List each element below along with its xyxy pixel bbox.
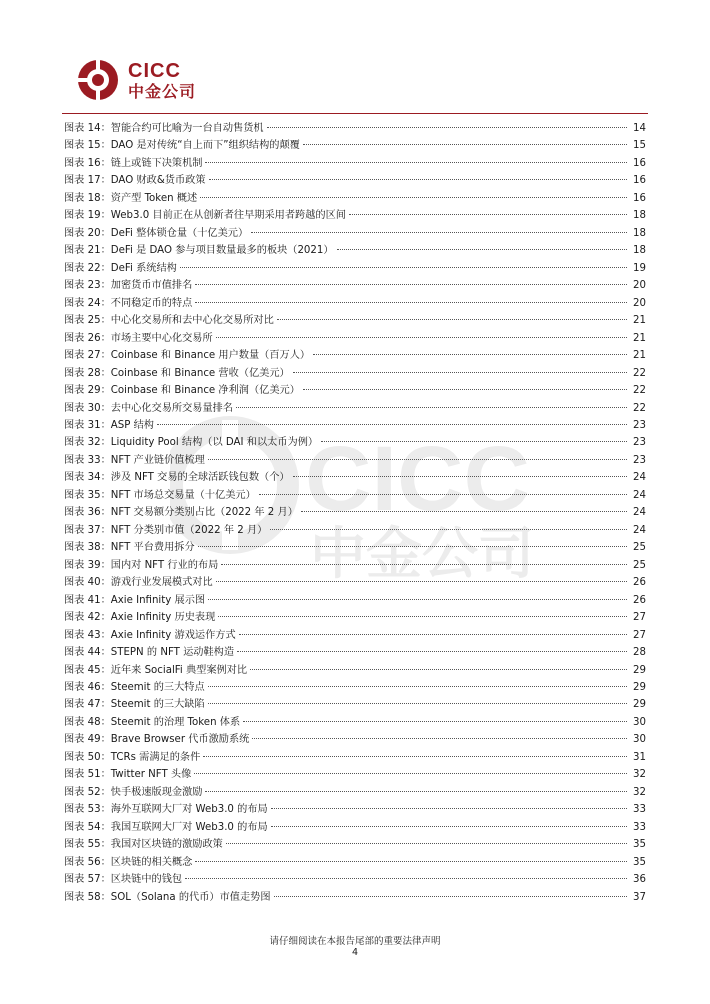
toc-entry[interactable]	[64, 888, 646, 905]
toc-dot-leader	[251, 232, 627, 233]
toc-entry-title: TCRs 需满足的条件	[110, 751, 201, 763]
toc-entry-label: 图表 22：	[64, 262, 111, 274]
toc-entry-label: 图表 41：	[64, 594, 111, 606]
toc-dot-leader	[205, 791, 627, 792]
toc-dot-leader	[349, 214, 627, 215]
toc-entry[interactable]	[64, 853, 646, 870]
toc-entry-page: 25	[633, 542, 646, 554]
cicc-logo-icon	[76, 58, 120, 102]
toc-entry-page: 16	[633, 157, 646, 169]
toc-dot-leader	[208, 703, 627, 704]
toc-entry-label: 图表 16：	[64, 157, 111, 169]
toc-dot-leader	[313, 354, 627, 355]
toc-entry[interactable]	[64, 241, 646, 258]
toc-entry-title: 链上或链下决策机制	[110, 157, 203, 169]
toc-entry[interactable]	[64, 643, 646, 660]
toc-entry-label: 图表 31：	[64, 419, 111, 431]
toc-entry-label: 图表 38：	[64, 542, 111, 554]
toc-dot-leader	[209, 179, 627, 180]
toc-entry-page: 35	[633, 856, 646, 868]
toc-entry-label: 图表 28：	[64, 367, 111, 379]
toc-dot-leader	[180, 267, 627, 268]
toc-dot-leader	[271, 808, 627, 809]
toc-entry-label: 图表 51：	[64, 769, 111, 781]
toc-dot-leader	[243, 721, 627, 722]
toc-entry-title: Steemit 的三大缺陷	[110, 699, 205, 711]
toc-dot-leader	[270, 529, 627, 530]
toc-entry-page: 24	[633, 489, 646, 501]
toc-dot-leader	[157, 424, 627, 425]
toc-entry-title: Axie Infinity 展示图	[110, 594, 206, 606]
legal-notice: 请仔细阅读在本报告尾部的重要法律声明	[269, 936, 441, 947]
toc-entry[interactable]	[64, 748, 646, 765]
toc-entry-label: 图表 37：	[64, 524, 111, 536]
toc-entry-title: Web3.0 目前正在从创新者往早期采用者跨越的区间	[110, 210, 346, 222]
toc-entry[interactable]	[64, 468, 646, 485]
toc-entry-label: 图表 34：	[64, 472, 111, 484]
toc-entry-title: DeFi 是 DAO 参与项目数量最多的板块（2021）	[110, 245, 334, 257]
toc-entry-label: 图表 25：	[64, 315, 111, 327]
toc-entry[interactable]	[64, 364, 646, 381]
toc-entry-label: 图表 58：	[64, 891, 111, 903]
toc-entry-title: NFT 平台费用拆分	[110, 542, 195, 554]
toc-entry[interactable]	[64, 171, 646, 188]
toc-entry-title: NFT 产业链价值梳理	[110, 454, 205, 466]
toc-entry-label: 图表 48：	[64, 716, 111, 728]
toc-entry-page: 25	[633, 559, 646, 571]
toc-dot-leader	[271, 826, 627, 827]
toc-entry-label: 图表 50：	[64, 751, 111, 763]
toc-entry-title: Steemit 的三大特点	[110, 682, 205, 693]
toc-entry-page: 22	[633, 385, 646, 397]
toc-entry-title: 资产型 Token 概述	[110, 192, 198, 204]
toc-entry-title: 游戏行业发展模式对比	[110, 577, 213, 589]
toc-entry-page: 18	[633, 227, 646, 239]
toc-entry-label: 图表 20：	[64, 227, 111, 239]
toc-entry-title: 中心化交易所和去中心化交易所对比	[110, 315, 274, 327]
toc-entry-label: 图表 53：	[64, 804, 111, 816]
page-number: 4	[351, 947, 359, 958]
toc-entry-title: Axie Infinity 历史表现	[110, 612, 216, 624]
toc-entry-label: 图表 52：	[64, 786, 111, 798]
toc-entry[interactable]	[64, 695, 646, 712]
toc-entry-page: 19	[633, 262, 646, 274]
toc-entry[interactable]	[64, 206, 646, 223]
toc-entry-label: 图表 21：	[64, 245, 111, 257]
toc-entry-label: 图表 55：	[64, 839, 111, 851]
toc-entry-title: SOL（Solana 的代币）市值走势图	[110, 891, 271, 903]
toc-entry-page: 32	[633, 769, 646, 781]
toc-entry[interactable]	[64, 433, 646, 450]
toc-dot-leader	[221, 564, 627, 565]
toc-entry-page: 22	[633, 367, 646, 379]
toc-entry-page: 31	[633, 751, 646, 763]
toc-entry-page: 28	[633, 647, 646, 659]
toc-entry[interactable]	[64, 835, 646, 852]
toc-entry-page: 18	[633, 245, 646, 257]
toc-entry-title: 区块链的相关概念	[110, 856, 193, 868]
toc-dot-leader	[321, 441, 627, 442]
toc-entry[interactable]	[64, 556, 646, 573]
toc-entry-title: 快手极速版现金激励	[110, 786, 203, 798]
toc-entry[interactable]	[64, 503, 646, 520]
toc-entry-page: 33	[633, 804, 646, 816]
toc-entry[interactable]	[64, 591, 646, 608]
toc-dot-leader	[237, 651, 627, 652]
toc-dot-leader	[277, 319, 627, 320]
toc-entry-label: 图表 57：	[64, 874, 111, 886]
toc-entry-page: 26	[633, 594, 646, 606]
toc-entry[interactable]	[64, 189, 646, 206]
toc-dot-leader	[303, 389, 627, 390]
toc-entry-title: NFT 交易额分类别占比（2022 年 2 月）	[110, 507, 298, 519]
toc-entry-title: DAO 财政&货币政策	[110, 175, 206, 187]
toc-dot-leader	[274, 896, 627, 897]
toc-entry-page: 35	[633, 839, 646, 851]
toc-entry-label: 图表 29：	[64, 385, 111, 397]
toc-entry-page: 30	[633, 734, 646, 746]
figure-list	[64, 119, 646, 905]
toc-entry-label: 图表 56：	[64, 856, 111, 868]
toc-entry-label: 图表 40：	[64, 577, 111, 589]
header-logo	[76, 57, 196, 103]
toc-entry[interactable]	[64, 538, 646, 555]
toc-entry-page: 27	[633, 629, 646, 641]
toc-entry-title: 我国互联网大厂对 Web3.0 的布局	[110, 821, 268, 833]
toc-entry[interactable]	[64, 573, 646, 590]
toc-entry-label: 图表 19：	[64, 210, 111, 222]
toc-entry-title: Twitter NFT 头像	[110, 769, 192, 781]
toc-entry-page: 21	[633, 350, 646, 362]
toc-entry-page: 29	[633, 699, 646, 711]
toc-entry-page: 29	[633, 682, 646, 693]
toc-entry[interactable]	[64, 486, 646, 503]
toc-entry[interactable]	[64, 451, 646, 468]
toc-entry-label: 图表 47：	[64, 699, 111, 711]
toc-entry-page: 29	[633, 664, 646, 676]
toc-entry-title: Coinbase 和 Binance 用户数量（百万人）	[110, 350, 311, 362]
toc-dot-leader	[337, 249, 627, 250]
svg-text:CICC: CICC	[305, 428, 530, 530]
toc-entry-page: 20	[633, 280, 646, 292]
toc-entry-title: 涉及 NFT 交易的全球活跃钱包数（个）	[110, 472, 290, 484]
toc-entry-title: DAO 是对传统“自上而下”组织结构的颠覆	[110, 140, 300, 152]
toc-entry-title: NFT 分类别市值（2022 年 2 月）	[110, 524, 268, 536]
toc-dot-leader	[208, 599, 627, 600]
toc-entry-title: DeFi 系统结构	[110, 262, 177, 274]
toc-entry-title: 不同稳定币的特点	[110, 297, 193, 309]
logo-english: CICC	[128, 59, 181, 82]
toc-dot-leader	[203, 756, 627, 757]
toc-dot-leader	[250, 669, 627, 670]
toc-dot-leader	[259, 494, 627, 495]
toc-dot-leader	[208, 459, 627, 460]
toc-entry-page: 26	[633, 577, 646, 589]
toc-entry[interactable]	[64, 136, 646, 153]
toc-entry-title: 去中心化交易所交易量排名	[110, 402, 234, 414]
toc-dot-leader	[239, 634, 627, 635]
toc-entry[interactable]	[64, 608, 646, 625]
toc-entry-label: 图表 32：	[64, 437, 111, 449]
toc-entry-title: STEPN 的 NFT 运动鞋构造	[110, 647, 235, 659]
toc-entry-page: 32	[633, 786, 646, 798]
toc-entry[interactable]	[64, 399, 646, 416]
toc-entry-title: Coinbase 和 Binance 净利润（亿美元）	[110, 385, 300, 397]
toc-entry[interactable]	[64, 119, 646, 136]
toc-entry-title: Brave Browser 代币激励系统	[110, 734, 250, 746]
toc-entry-page: 37	[633, 891, 646, 903]
toc-entry-label: 图表 35：	[64, 489, 111, 501]
toc-dot-leader	[185, 878, 627, 879]
svg-text:中金公司: 中金公司	[310, 522, 534, 580]
toc-entry-title: 市场主要中心化交易所	[110, 332, 213, 344]
toc-entry-page: 21	[633, 315, 646, 327]
toc-entry-label: 图表 33：	[64, 454, 111, 466]
toc-entry-label: 图表 27：	[64, 350, 111, 362]
toc-entry[interactable]	[64, 678, 646, 695]
toc-dot-leader	[194, 773, 627, 774]
toc-entry-label: 图表 36：	[64, 507, 111, 519]
toc-entry-page: 30	[633, 716, 646, 728]
toc-entry-label: 图表 46：	[64, 682, 111, 693]
toc-entry-label: 图表 18：	[64, 192, 111, 204]
logo-chinese: 中金公司	[128, 81, 197, 101]
toc-entry-page: 16	[633, 175, 646, 187]
toc-entry-page: 22	[633, 402, 646, 414]
toc-entry-page: 18	[633, 210, 646, 222]
toc-entry-title: DeFi 整体锁仓量（十亿美元）	[110, 227, 249, 239]
toc-entry-label: 图表 49：	[64, 734, 111, 746]
toc-entry[interactable]	[64, 154, 646, 171]
toc-entry[interactable]	[64, 765, 646, 782]
toc-entry[interactable]	[64, 713, 646, 730]
toc-entry-label: 图表 54：	[64, 821, 111, 833]
toc-dot-leader	[267, 127, 627, 128]
toc-entry-page: 15	[633, 140, 646, 152]
toc-entry[interactable]	[64, 818, 646, 835]
toc-entry-page: 23	[633, 419, 646, 431]
toc-entry-page: 23	[633, 454, 646, 466]
toc-entry-page: 24	[633, 524, 646, 536]
toc-entry[interactable]	[64, 259, 646, 276]
toc-entry-label: 图表 15：	[64, 140, 111, 152]
toc-dot-leader	[216, 581, 627, 582]
toc-dot-leader	[218, 616, 627, 617]
toc-entry[interactable]	[64, 329, 646, 346]
toc-entry-label: 图表 44：	[64, 647, 111, 659]
toc-dot-leader	[293, 372, 627, 373]
toc-entry[interactable]	[64, 416, 646, 433]
toc-entry[interactable]	[64, 294, 646, 311]
toc-dot-leader	[195, 284, 627, 285]
toc-entry-title: 我国对区块链的激励政策	[110, 839, 223, 851]
toc-entry-page: 21	[633, 332, 646, 344]
toc-entry-label: 图表 45：	[64, 664, 111, 676]
toc-dot-leader	[195, 302, 627, 303]
toc-entry-page: 33	[633, 821, 646, 833]
toc-dot-leader	[216, 337, 627, 338]
toc-entry-page: 20	[633, 297, 646, 309]
toc-entry-page: 24	[633, 507, 646, 519]
toc-entry-title: 区块链中的钱包	[110, 874, 183, 886]
toc-entry[interactable]	[64, 661, 646, 678]
toc-entry[interactable]	[64, 870, 646, 887]
toc-entry-label: 图表 23：	[64, 280, 111, 292]
toc-entry-page: 36	[633, 874, 646, 886]
toc-entry-page: 23	[633, 437, 646, 449]
toc-entry-title: Axie Infinity 游戏运作方式	[110, 629, 236, 641]
toc-entry-label: 图表 17：	[64, 175, 111, 187]
toc-entry-title: 海外互联网大厂对 Web3.0 的布局	[110, 804, 268, 816]
toc-entry-title: Liquidity Pool 结构（以 DAI 和以太币为例）	[110, 437, 319, 449]
toc-entry[interactable]	[64, 224, 646, 241]
toc-entry-label: 图表 24：	[64, 297, 111, 309]
toc-entry-title: ASP 结构	[110, 419, 154, 431]
toc-entry-title: 国内对 NFT 行业的布局	[110, 559, 219, 571]
toc-dot-leader	[208, 686, 627, 687]
toc-entry[interactable]	[64, 800, 646, 817]
toc-entry-label: 图表 26：	[64, 332, 111, 344]
toc-dot-leader	[200, 197, 627, 198]
toc-entry-label: 图表 39：	[64, 559, 111, 571]
toc-entry-label: 图表 14：	[64, 123, 111, 134]
toc-entry[interactable]	[64, 311, 646, 328]
toc-entry-title: NFT 市场总交易量（十亿美元）	[110, 489, 256, 501]
toc-entry-page: 24	[633, 472, 646, 484]
toc-entry[interactable]	[64, 276, 646, 293]
toc-entry-title: Steemit 的治理 Token 体系	[110, 716, 241, 728]
toc-entry-page: 16	[633, 192, 646, 204]
toc-dot-leader	[198, 546, 627, 547]
toc-dot-leader	[252, 738, 627, 739]
toc-entry-title: Coinbase 和 Binance 营收（亿美元）	[110, 367, 290, 379]
toc-dot-leader	[293, 476, 627, 477]
header-divider	[62, 113, 648, 114]
toc-entry[interactable]	[64, 521, 646, 538]
toc-entry[interactable]	[64, 783, 646, 800]
toc-entry[interactable]	[64, 730, 646, 747]
toc-dot-leader	[236, 407, 627, 408]
toc-entry-label: 图表 43：	[64, 629, 111, 641]
toc-entry[interactable]	[64, 381, 646, 398]
toc-entry[interactable]	[64, 346, 646, 363]
toc-entry-title: 近年来 SocialFi 典型案例对比	[110, 664, 248, 676]
toc-dot-leader	[303, 144, 627, 145]
toc-entry[interactable]	[64, 626, 646, 643]
toc-entry-page: 14	[633, 123, 646, 134]
toc-dot-leader	[226, 843, 627, 844]
toc-entry-label: 图表 42：	[64, 612, 111, 624]
toc-entry-title: 智能合约可比喻为一台自动售货机	[110, 123, 264, 134]
toc-entry-label: 图表 30：	[64, 402, 111, 414]
toc-dot-leader	[205, 162, 627, 163]
toc-dot-leader	[301, 511, 627, 512]
toc-entry-page: 27	[633, 612, 646, 624]
toc-dot-leader	[195, 861, 627, 862]
toc-entry-title: 加密货币市值排名	[110, 280, 193, 292]
